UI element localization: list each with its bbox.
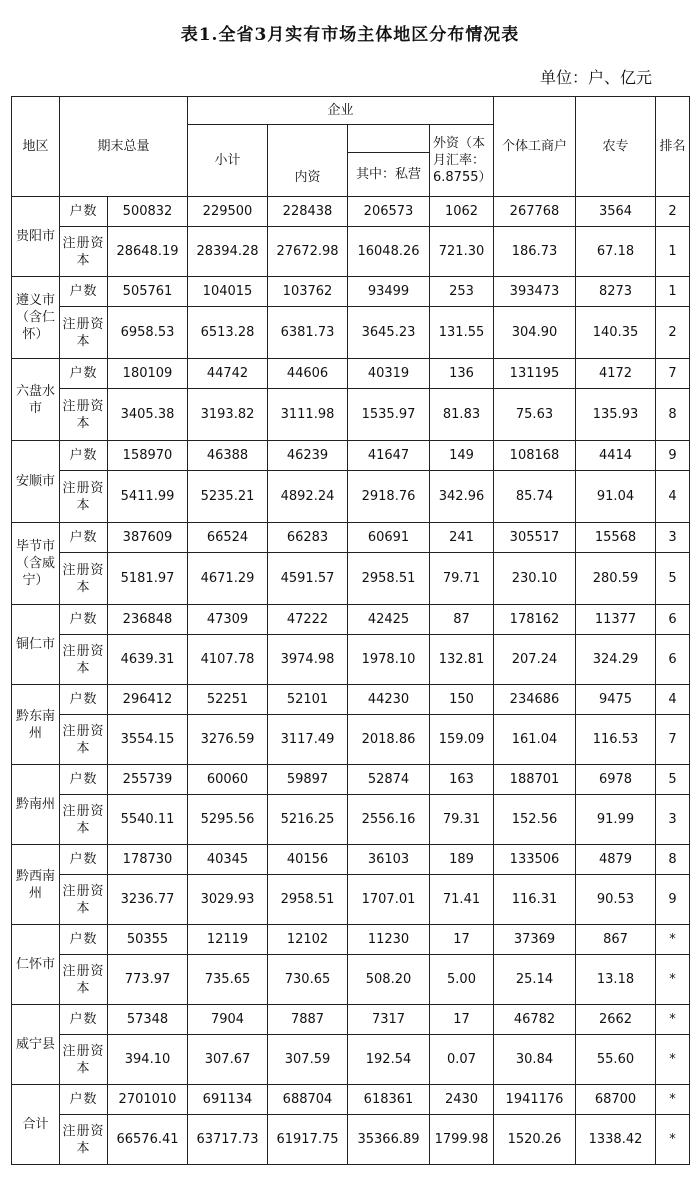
cell-capital: 3111.98 [268, 389, 348, 441]
table-row [12, 389, 690, 441]
cell-capital: 13.18 [576, 955, 656, 1005]
cell-households: 9 [656, 441, 690, 471]
row-label-households: 户数 [60, 197, 108, 227]
cell-capital: 307.59 [268, 1035, 348, 1085]
cell-capital: 394.10 [108, 1035, 188, 1085]
table-row [12, 925, 690, 955]
cell-capital: 307.67 [188, 1035, 268, 1085]
region-name: 毕节市（含威宁） [12, 523, 60, 605]
cell-capital: 3029.93 [188, 875, 268, 925]
region-name: 威宁县 [12, 1005, 60, 1085]
cell-capital: 4 [656, 471, 690, 523]
cell-capital: 2 [656, 307, 690, 359]
row-label-households: 户数 [60, 925, 108, 955]
region-name: 黔南州 [12, 765, 60, 845]
cell-capital: 1535.97 [348, 389, 430, 441]
cell-households: 8 [656, 845, 690, 875]
cell-households: * [656, 1005, 690, 1035]
cell-capital: 116.53 [576, 715, 656, 765]
row-label-households: 户数 [60, 1085, 108, 1115]
cell-households: 867 [576, 925, 656, 955]
header-farmer: 农专 [576, 97, 656, 197]
cell-capital: 116.31 [494, 875, 576, 925]
cell-capital: 186.73 [494, 227, 576, 277]
distribution-table [11, 96, 690, 1165]
cell-households: 93499 [348, 277, 430, 307]
cell-capital: 1338.42 [576, 1115, 656, 1165]
cell-households: 66283 [268, 523, 348, 553]
region-name: 铜仁市 [12, 605, 60, 685]
cell-households: 1941176 [494, 1085, 576, 1115]
cell-households: 5 [656, 765, 690, 795]
cell-households: 267768 [494, 197, 576, 227]
cell-households: 1062 [430, 197, 494, 227]
cell-capital: 773.97 [108, 955, 188, 1005]
cell-households: 11377 [576, 605, 656, 635]
table-row [12, 1035, 690, 1085]
row-label-households: 户数 [60, 845, 108, 875]
cell-capital: 4892.24 [268, 471, 348, 523]
cell-capital: 66576.41 [108, 1115, 188, 1165]
cell-households: 3564 [576, 197, 656, 227]
cell-households: 59897 [268, 765, 348, 795]
cell-households: 12102 [268, 925, 348, 955]
cell-households: 158970 [108, 441, 188, 471]
cell-capital: 28394.28 [188, 227, 268, 277]
cell-capital: 91.04 [576, 471, 656, 523]
cell-households: 108168 [494, 441, 576, 471]
table-row [12, 441, 690, 471]
cell-capital: 4671.29 [188, 553, 268, 605]
row-label-households: 户数 [60, 523, 108, 553]
cell-households: * [656, 1085, 690, 1115]
table-row [12, 523, 690, 553]
cell-households: 4172 [576, 359, 656, 389]
cell-capital: 8 [656, 389, 690, 441]
row-label-capital: 注册资本 [60, 307, 108, 359]
cell-households: 296412 [108, 685, 188, 715]
cell-households: 180109 [108, 359, 188, 389]
row-label-capital: 注册资本 [60, 955, 108, 1005]
table-title: 表1.全省3月实有市场主体地区分布情况表 [180, 25, 520, 45]
cell-households: 505761 [108, 277, 188, 307]
unit-label: 单位：户、亿元 [539, 68, 652, 87]
cell-capital: 3645.23 [348, 307, 430, 359]
cell-capital: 3974.98 [268, 635, 348, 685]
table-row [12, 875, 690, 925]
cell-households: 150 [430, 685, 494, 715]
cell-capital: 2018.86 [348, 715, 430, 765]
cell-households: 42425 [348, 605, 430, 635]
table-row [12, 955, 690, 1005]
table-row [12, 715, 690, 765]
cell-households: 8273 [576, 277, 656, 307]
cell-capital: 6381.73 [268, 307, 348, 359]
cell-households: 17 [430, 925, 494, 955]
row-label-households: 户数 [60, 765, 108, 795]
cell-households: 3 [656, 523, 690, 553]
cell-capital: 161.04 [494, 715, 576, 765]
cell-households: 618361 [348, 1085, 430, 1115]
cell-capital: 30.84 [494, 1035, 576, 1085]
cell-capital: 2958.51 [348, 553, 430, 605]
cell-capital: 3276.59 [188, 715, 268, 765]
cell-capital: 230.10 [494, 553, 576, 605]
cell-households: 7 [656, 359, 690, 389]
cell-capital: 280.59 [576, 553, 656, 605]
cell-households: 2701010 [108, 1085, 188, 1115]
cell-households: 46239 [268, 441, 348, 471]
row-label-capital: 注册资本 [60, 1035, 108, 1085]
cell-capital: 16048.26 [348, 227, 430, 277]
cell-households: 50355 [108, 925, 188, 955]
cell-capital: 3 [656, 795, 690, 845]
cell-households: 11230 [348, 925, 430, 955]
cell-capital: 3193.82 [188, 389, 268, 441]
cell-capital: 5181.97 [108, 553, 188, 605]
cell-capital: 5.00 [430, 955, 494, 1005]
cell-capital: 9 [656, 875, 690, 925]
cell-households: 44230 [348, 685, 430, 715]
region-name: 遵义市（含仁怀） [12, 277, 60, 359]
cell-households: 44742 [188, 359, 268, 389]
region-name: 安顺市 [12, 441, 60, 523]
cell-households: 387609 [108, 523, 188, 553]
cell-households: 40319 [348, 359, 430, 389]
row-label-households: 户数 [60, 359, 108, 389]
table-row [12, 1085, 690, 1115]
cell-households: 36103 [348, 845, 430, 875]
row-label-capital: 注册资本 [60, 875, 108, 925]
cell-capital: 75.63 [494, 389, 576, 441]
row-label-capital: 注册资本 [60, 389, 108, 441]
cell-households: 2430 [430, 1085, 494, 1115]
cell-households: 9475 [576, 685, 656, 715]
cell-capital: 79.31 [430, 795, 494, 845]
region-name: 黔西南州 [12, 845, 60, 925]
cell-capital: 3236.77 [108, 875, 188, 925]
region-name: 贵阳市 [12, 197, 60, 277]
table-row [12, 765, 690, 795]
cell-households: 47222 [268, 605, 348, 635]
cell-capital: 1707.01 [348, 875, 430, 925]
cell-households: 393473 [494, 277, 576, 307]
table-row [12, 277, 690, 307]
cell-households: 103762 [268, 277, 348, 307]
cell-households: 2662 [576, 1005, 656, 1035]
header-rank: 排名 [656, 97, 690, 197]
region-name: 合计 [12, 1085, 60, 1165]
cell-households: 7317 [348, 1005, 430, 1035]
cell-capital: 71.41 [430, 875, 494, 925]
header-subtotal: 小计 [188, 125, 268, 197]
cell-households: 131195 [494, 359, 576, 389]
cell-households: 188701 [494, 765, 576, 795]
cell-capital: 25.14 [494, 955, 576, 1005]
cell-households: 7887 [268, 1005, 348, 1035]
region-name: 黔东南州 [12, 685, 60, 765]
row-label-households: 户数 [60, 441, 108, 471]
cell-households: 255739 [108, 765, 188, 795]
cell-capital: 6 [656, 635, 690, 685]
cell-households: 47309 [188, 605, 268, 635]
cell-capital: 5235.21 [188, 471, 268, 523]
cell-households: 241 [430, 523, 494, 553]
cell-capital: 207.24 [494, 635, 576, 685]
cell-capital: 2918.76 [348, 471, 430, 523]
cell-households: 52874 [348, 765, 430, 795]
cell-capital: 90.53 [576, 875, 656, 925]
row-label-households: 户数 [60, 605, 108, 635]
cell-households: 15568 [576, 523, 656, 553]
cell-households: 236848 [108, 605, 188, 635]
cell-capital: 2556.16 [348, 795, 430, 845]
cell-capital: 28648.19 [108, 227, 188, 277]
cell-capital: 508.20 [348, 955, 430, 1005]
cell-capital: 140.35 [576, 307, 656, 359]
cell-capital: 63717.73 [188, 1115, 268, 1165]
cell-capital: * [656, 1115, 690, 1165]
table-row [12, 685, 690, 715]
header-blank [348, 125, 430, 153]
cell-households: 229500 [188, 197, 268, 227]
table-row [12, 553, 690, 605]
cell-capital: 131.55 [430, 307, 494, 359]
cell-households: 136 [430, 359, 494, 389]
cell-capital: 5216.25 [268, 795, 348, 845]
cell-capital: 7 [656, 715, 690, 765]
cell-capital: 735.65 [188, 955, 268, 1005]
row-label-households: 户数 [60, 1005, 108, 1035]
cell-households: 52251 [188, 685, 268, 715]
cell-households: 41647 [348, 441, 430, 471]
table-row [12, 795, 690, 845]
row-label-capital: 注册资本 [60, 471, 108, 523]
cell-households: 4879 [576, 845, 656, 875]
cell-capital: * [656, 955, 690, 1005]
cell-households: 305517 [494, 523, 576, 553]
table-row [12, 227, 690, 277]
cell-households: 178162 [494, 605, 576, 635]
row-label-capital: 注册资本 [60, 553, 108, 605]
header-domestic: 内资 [268, 125, 348, 197]
header-total: 期末总量 [60, 97, 188, 197]
cell-households: 4414 [576, 441, 656, 471]
cell-households: 104015 [188, 277, 268, 307]
cell-capital: 721.30 [430, 227, 494, 277]
table-row [12, 359, 690, 389]
table-row [12, 845, 690, 875]
cell-households: 133506 [494, 845, 576, 875]
cell-capital: 152.56 [494, 795, 576, 845]
cell-households: 60691 [348, 523, 430, 553]
cell-households: 6978 [576, 765, 656, 795]
cell-capital: 35366.89 [348, 1115, 430, 1165]
row-label-capital: 注册资本 [60, 795, 108, 845]
cell-capital: 0.07 [430, 1035, 494, 1085]
cell-capital: 3117.49 [268, 715, 348, 765]
cell-households: 68700 [576, 1085, 656, 1115]
row-label-capital: 注册资本 [60, 635, 108, 685]
cell-households: * [656, 925, 690, 955]
cell-households: 4 [656, 685, 690, 715]
cell-households: 163 [430, 765, 494, 795]
cell-capital: 91.99 [576, 795, 656, 845]
cell-capital: 5 [656, 553, 690, 605]
region-name: 仁怀市 [12, 925, 60, 1005]
cell-households: 234686 [494, 685, 576, 715]
cell-capital: 5540.11 [108, 795, 188, 845]
cell-households: 2 [656, 197, 690, 227]
cell-capital: 1520.26 [494, 1115, 576, 1165]
cell-capital: 3405.38 [108, 389, 188, 441]
cell-households: 44606 [268, 359, 348, 389]
cell-capital: 4639.31 [108, 635, 188, 685]
cell-households: 40156 [268, 845, 348, 875]
cell-households: 7904 [188, 1005, 268, 1035]
table-row [12, 307, 690, 359]
table-row [12, 1115, 690, 1165]
cell-capital: 1 [656, 227, 690, 277]
cell-capital: 79.71 [430, 553, 494, 605]
cell-capital: 342.96 [430, 471, 494, 523]
cell-households: 253 [430, 277, 494, 307]
cell-households: 189 [430, 845, 494, 875]
table-row [12, 197, 690, 227]
cell-households: 12119 [188, 925, 268, 955]
cell-capital: 5411.99 [108, 471, 188, 523]
cell-capital: 85.74 [494, 471, 576, 523]
cell-capital: 4591.57 [268, 553, 348, 605]
header-region: 地区 [12, 97, 60, 197]
header-private: 其中：私营 [348, 153, 430, 197]
cell-households: 6 [656, 605, 690, 635]
cell-households: 149 [430, 441, 494, 471]
cell-households: 691134 [188, 1085, 268, 1115]
table-row [12, 1005, 690, 1035]
cell-capital: 55.60 [576, 1035, 656, 1085]
cell-households: 500832 [108, 197, 188, 227]
cell-capital: 192.54 [348, 1035, 430, 1085]
cell-capital: 81.83 [430, 389, 494, 441]
cell-capital: 27672.98 [268, 227, 348, 277]
cell-capital: * [656, 1035, 690, 1085]
cell-capital: 132.81 [430, 635, 494, 685]
cell-households: 688704 [268, 1085, 348, 1115]
cell-capital: 6513.28 [188, 307, 268, 359]
cell-households: 1 [656, 277, 690, 307]
row-label-capital: 注册资本 [60, 227, 108, 277]
cell-capital: 135.93 [576, 389, 656, 441]
cell-households: 206573 [348, 197, 430, 227]
table-row [12, 471, 690, 523]
header-enterprise: 企业 [188, 97, 494, 125]
cell-capital: 67.18 [576, 227, 656, 277]
cell-households: 46782 [494, 1005, 576, 1035]
row-label-households: 户数 [60, 685, 108, 715]
cell-households: 60060 [188, 765, 268, 795]
header-individual: 个体工商户 [494, 97, 576, 197]
cell-households: 178730 [108, 845, 188, 875]
header-foreign: 外资（本月汇率：6.8755） [430, 125, 494, 197]
cell-capital: 61917.75 [268, 1115, 348, 1165]
cell-households: 57348 [108, 1005, 188, 1035]
cell-capital: 2958.51 [268, 875, 348, 925]
cell-households: 52101 [268, 685, 348, 715]
cell-capital: 5295.56 [188, 795, 268, 845]
row-label-capital: 注册资本 [60, 715, 108, 765]
cell-capital: 1978.10 [348, 635, 430, 685]
table-row [12, 635, 690, 685]
cell-households: 37369 [494, 925, 576, 955]
region-name: 六盘水市 [12, 359, 60, 441]
cell-households: 17 [430, 1005, 494, 1035]
cell-capital: 3554.15 [108, 715, 188, 765]
cell-households: 46388 [188, 441, 268, 471]
cell-households: 228438 [268, 197, 348, 227]
cell-households: 87 [430, 605, 494, 635]
row-label-capital: 注册资本 [60, 1115, 108, 1165]
cell-households: 66524 [188, 523, 268, 553]
table-row [12, 605, 690, 635]
cell-capital: 1799.98 [430, 1115, 494, 1165]
cell-households: 40345 [188, 845, 268, 875]
cell-capital: 730.65 [268, 955, 348, 1005]
cell-capital: 6958.53 [108, 307, 188, 359]
cell-capital: 4107.78 [188, 635, 268, 685]
cell-capital: 304.90 [494, 307, 576, 359]
cell-capital: 159.09 [430, 715, 494, 765]
cell-capital: 324.29 [576, 635, 656, 685]
row-label-households: 户数 [60, 277, 108, 307]
